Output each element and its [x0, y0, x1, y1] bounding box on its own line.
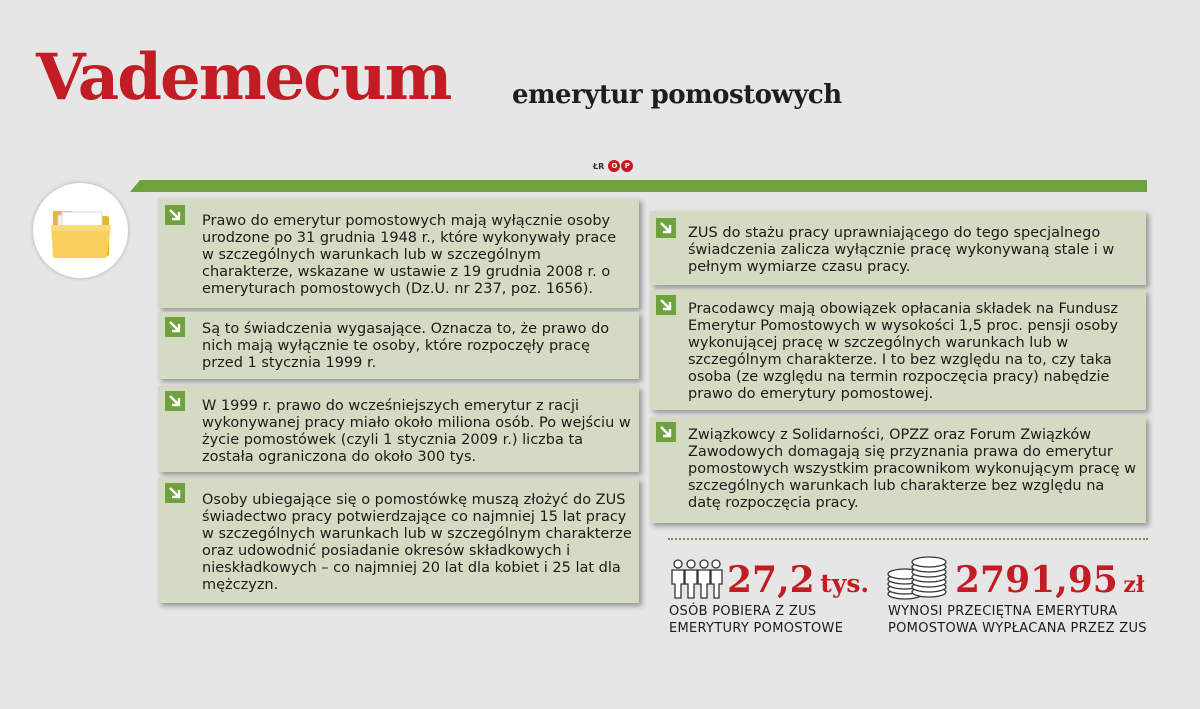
credit [593, 160, 633, 172]
info-card [650, 417, 1146, 523]
info-card [158, 312, 639, 379]
arrow-icon [165, 317, 185, 337]
info-card-text: Pracodawcy mają obowiązek opłacania składek na Fundusz Emerytur Pomostowych w wysokości 1,5 proc. pensji osoby wykonującej pracę w szczególnych warunkach lub w szczególnym charakterze. I to bez względu na to, czy taka osoba (ze względu na termin rozpoczęcia pracy) nabędzie prawo do emerytury pomostowej. [688, 301, 1119, 402]
info-card [158, 198, 639, 308]
arrow-icon [165, 205, 185, 225]
info-card [158, 478, 639, 603]
page-subtitle: emerytur pomostowych [512, 80, 842, 110]
info-card-text: ZUS do stażu pracy uprawniającego do tego specjalnego świadczenia zalicza wyłącznie pracę wykonywaną stale i w pełnym wymiarze czasu pracy. [688, 225, 1115, 275]
info-card [158, 386, 639, 472]
people-icon [668, 558, 724, 604]
info-card [650, 290, 1146, 410]
dotted-divider [668, 538, 1148, 540]
info-card-text: Związkowcy z Solidarności, OPZZ oraz Forum Związków Zawodowych domagają się przyznania prawa do emerytur pomostowych wszystkim pracownikom wykonującym pracę w szczególnych warunkach lub charakterze bez względu na datę rozpoczęcia pracy. [688, 427, 1137, 511]
credit-initials: ŁR [593, 161, 605, 171]
arrow-icon [656, 295, 676, 315]
info-card-text: Prawo do emerytur pomostowych mają wyłącznie osoby urodzone po 31 grudnia 1948 r., które wykonywały prace w szczególnych warunkach lub w szczególnym charakterze, wskazane w ustawie z 19 grudnia 2008 r. o emeryturach pomostowych (Dz.U. nr 237, poz. 1656). [202, 213, 617, 297]
arrow-icon [656, 422, 676, 442]
info-card [650, 211, 1146, 285]
section-divider [140, 180, 1147, 192]
folder-icon [33, 183, 128, 278]
stat-value: 27,2 tys. [727, 559, 870, 601]
coins-icon [885, 556, 949, 604]
info-card-text: Są to świadczenia wygasające. Oznacza to, że prawo do nich mają wyłącznie te osoby, które rozpoczęły pracę przed 1 stycznia 1999 r. [202, 321, 610, 371]
stat-label: OSÓB POBIERA Z ZUS EMERYTURY POMOSTOWE [669, 604, 844, 636]
publisher-logo: O P [608, 160, 633, 172]
stat-value: 2791,95 zł [955, 559, 1145, 601]
info-card-text: W 1999 r. prawo do wcześniejszych emerytur z racji wykonywanej pracy miało około miliona osób. Po wejściu w życie pomostówek (czyli 1 stycznia 2009 r.) liczba ta została ograniczona do około 300 tys. [202, 398, 631, 465]
arrow-icon [165, 483, 185, 503]
arrow-icon [165, 391, 185, 411]
info-card-text: Osoby ubiegające się o pomostówkę muszą złożyć do ZUS świadectwo pracy potwierdzające co najmniej 15 lat pracy w szczególnych warunkach lub w szczególnym charakterze oraz udowodnić posiadanie okresów składkowych i nieskładkowych – co najmniej 20 lat dla kobiet i 25 lat dla mężczyzn. [202, 492, 632, 593]
arrow-icon [656, 218, 676, 238]
stat-label: WYNOSI PRZECIĘTNA EMERYTURA POMOSTOWA WYPŁACANA PRZEZ ZUS [888, 604, 1147, 636]
page-title: Vademecum [36, 40, 451, 115]
